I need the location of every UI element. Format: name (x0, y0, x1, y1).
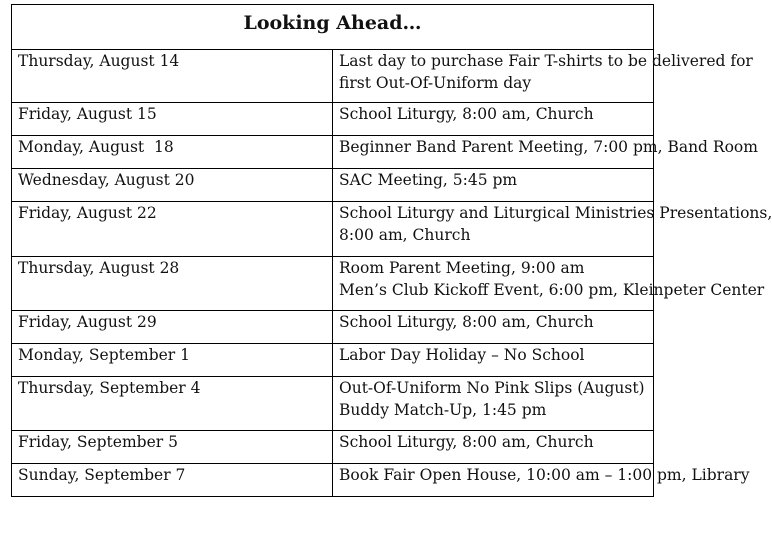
event-date: Friday, August 15 (12, 103, 333, 136)
event-date: Thursday, September 4 (12, 377, 333, 431)
table-row (12, 431, 654, 464)
event-description (333, 344, 654, 377)
event-date: Thursday, August 28 (12, 257, 333, 311)
event-line: Last day to purchase Fair T-shirts to be delivered for (339, 52, 753, 70)
event-description (333, 202, 772, 257)
event-date: Monday, August 18 (12, 136, 333, 169)
table-row (12, 464, 654, 497)
event-description (333, 257, 765, 311)
event-description (333, 136, 758, 169)
event-date: Sunday, September 7 (12, 464, 333, 497)
table-row (12, 103, 654, 136)
schedule-table (11, 4, 772, 497)
event-line: SAC Meeting, 5:45 pm (339, 171, 518, 189)
event-line: Buddy Match-Up, 1:45 pm (339, 401, 547, 419)
event-line: Room Parent Meeting, 9:00 am (339, 259, 585, 277)
event-description (333, 464, 750, 497)
event-description (333, 377, 654, 431)
event-date: Friday, August 22 (12, 202, 333, 257)
event-line: Beginner Band Parent Meeting, 7:00 pm, Band Room (339, 138, 758, 156)
event-line: Labor Day Holiday – No School (339, 346, 585, 364)
event-line: Out-Of-Uniform No Pink Slips (August) (339, 379, 645, 397)
event-line: School Liturgy, 8:00 am, Church (339, 433, 594, 451)
table-row (12, 169, 654, 202)
event-line: School Liturgy, 8:00 am, Church (339, 313, 594, 331)
event-description (333, 311, 654, 344)
table-title: Looking Ahead… (12, 5, 654, 50)
event-line: 8:00 am, Church (339, 226, 471, 244)
event-date: Wednesday, August 20 (12, 169, 333, 202)
event-description (333, 50, 753, 103)
table-row (12, 257, 654, 311)
event-description (333, 169, 654, 202)
table-row (12, 50, 654, 103)
title-row (12, 5, 654, 50)
table-row (12, 344, 654, 377)
event-line: School Liturgy, 8:00 am, Church (339, 105, 594, 123)
table-row (12, 136, 654, 169)
event-date: Monday, September 1 (12, 344, 333, 377)
event-line: first Out-Of-Uniform day (339, 74, 532, 92)
event-description (333, 431, 654, 464)
table-row (12, 202, 654, 257)
event-description (333, 103, 654, 136)
table-row (12, 377, 654, 431)
table-row (12, 311, 654, 344)
event-line: School Liturgy and Liturgical Ministries Presentations, (339, 204, 772, 222)
event-date: Thursday, August 14 (12, 50, 333, 103)
event-line: Book Fair Open House, 10:00 am – 1:00 pm, Library (339, 466, 750, 484)
event-date: Friday, September 5 (12, 431, 333, 464)
event-date: Friday, August 29 (12, 311, 333, 344)
event-line: Men’s Club Kickoff Event, 6:00 pm, Kleinpeter Center (339, 281, 765, 299)
